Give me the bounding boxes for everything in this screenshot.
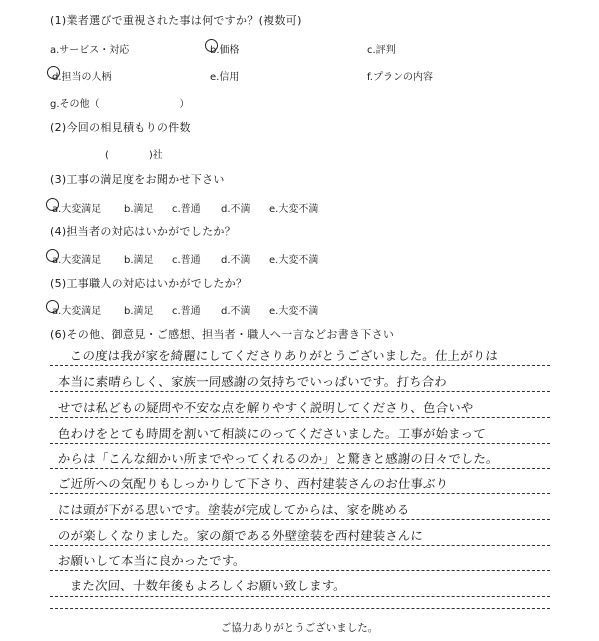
handwritten-comment-line: ご近所への気配りもしっかりして下さり、西村建装さんのお仕事ぶり bbox=[57, 476, 449, 491]
question-3-title: (3)工事の満足度をお聞かせ下さい bbox=[50, 173, 225, 186]
selected-circle-mark bbox=[47, 66, 60, 79]
writing-line bbox=[50, 608, 550, 609]
q1-option-f: f.プランの内容 bbox=[367, 72, 433, 83]
handwritten-comment-line: お願いして本当に良かったです。 bbox=[57, 553, 247, 568]
question-2-title: (2)今回の相見積もりの件数 bbox=[50, 121, 191, 134]
q4-option-a: a.大変満足 bbox=[52, 255, 102, 266]
q4-option-e: e.大変不満 bbox=[269, 255, 319, 266]
q5-option-e: e.大変不満 bbox=[269, 306, 319, 317]
handwritten-comment-line: には頭が下がる思いです。塗装が完成してからは、家を眺める bbox=[57, 502, 411, 517]
q4-option-c: c.普通 bbox=[172, 255, 201, 266]
q5-option-c: c.普通 bbox=[172, 306, 201, 317]
q1-option-d: d.担当の人柄 bbox=[52, 72, 112, 83]
handwritten-comment-line: また次回、十数年後もよろしくお願い致します。 bbox=[69, 578, 347, 593]
q3-option-e: e.大変不満 bbox=[269, 204, 319, 215]
writing-line bbox=[50, 443, 550, 444]
handwritten-comment-line: 本当に素晴らしく、家族一同感謝の気持ちでいっぱいです。打ち合わ bbox=[57, 374, 448, 389]
handwritten-comment-line: せでは私どもの疑問や不安な点を解りやすく説明してくださり、色合いや bbox=[57, 400, 474, 415]
question-4-title: (4)担当者の対応はいかがでしたか？ bbox=[50, 225, 236, 238]
selected-circle-mark bbox=[205, 39, 218, 52]
q5-option-a: a.大変満足 bbox=[52, 306, 102, 317]
question-1-title: (1)業者選びで重視された事は何ですか？(複数可) bbox=[50, 14, 302, 27]
handwritten-comment-line: 色わけをとても時間を割いて相談にのってくださいました。工事が始まって bbox=[57, 426, 487, 441]
writing-line bbox=[50, 570, 550, 571]
q1-option-g-other: g.その他（ ） bbox=[50, 99, 190, 110]
handwritten-comment-line: この度は我が家を綺麗にしてくださりありがとうございました。仕上がりは bbox=[69, 348, 499, 363]
q3-option-b: b.満足 bbox=[124, 204, 154, 215]
q5-option-b: b.満足 bbox=[124, 306, 154, 317]
writing-line bbox=[50, 365, 550, 366]
question-5-title: (5)工事職人の対応はいかがでしたか？ bbox=[50, 277, 248, 290]
writing-line bbox=[50, 493, 550, 494]
q5-option-d: d.不満 bbox=[221, 306, 251, 317]
handwritten-comment-line: のが楽しくなりました。家の顔である外壁塗装を西村建装さんに bbox=[57, 528, 424, 543]
q1-option-e: e.信用 bbox=[210, 72, 240, 83]
writing-line bbox=[50, 468, 550, 469]
question-6-title: (6)その他、御意見・ご感想、担当者・職人へ一言などお書き下さい bbox=[50, 328, 395, 341]
q4-option-d: d.不満 bbox=[221, 255, 251, 266]
writing-line bbox=[50, 545, 550, 546]
q1-option-a: a.サービス・対応 bbox=[50, 45, 130, 56]
writing-line bbox=[50, 391, 550, 392]
q1-option-b: b.価格 bbox=[210, 45, 240, 56]
writing-line bbox=[50, 596, 550, 597]
q3-option-c: c.普通 bbox=[172, 204, 201, 215]
q4-option-b: b.満足 bbox=[124, 255, 154, 266]
writing-line bbox=[50, 417, 550, 418]
thank-you-footer: ご協力ありがとうございました。 bbox=[220, 622, 379, 634]
q1-option-c: c.評判 bbox=[367, 45, 396, 56]
q3-option-d: d.不満 bbox=[221, 204, 251, 215]
q3-option-a: a.大変満足 bbox=[52, 204, 102, 215]
writing-line bbox=[50, 519, 550, 520]
q2-count-field: ( )社 bbox=[105, 150, 163, 161]
handwritten-comment-line: からは「こんな細かい所までやってくれるのか」と驚きと感謝の日々でした。 bbox=[57, 451, 500, 466]
